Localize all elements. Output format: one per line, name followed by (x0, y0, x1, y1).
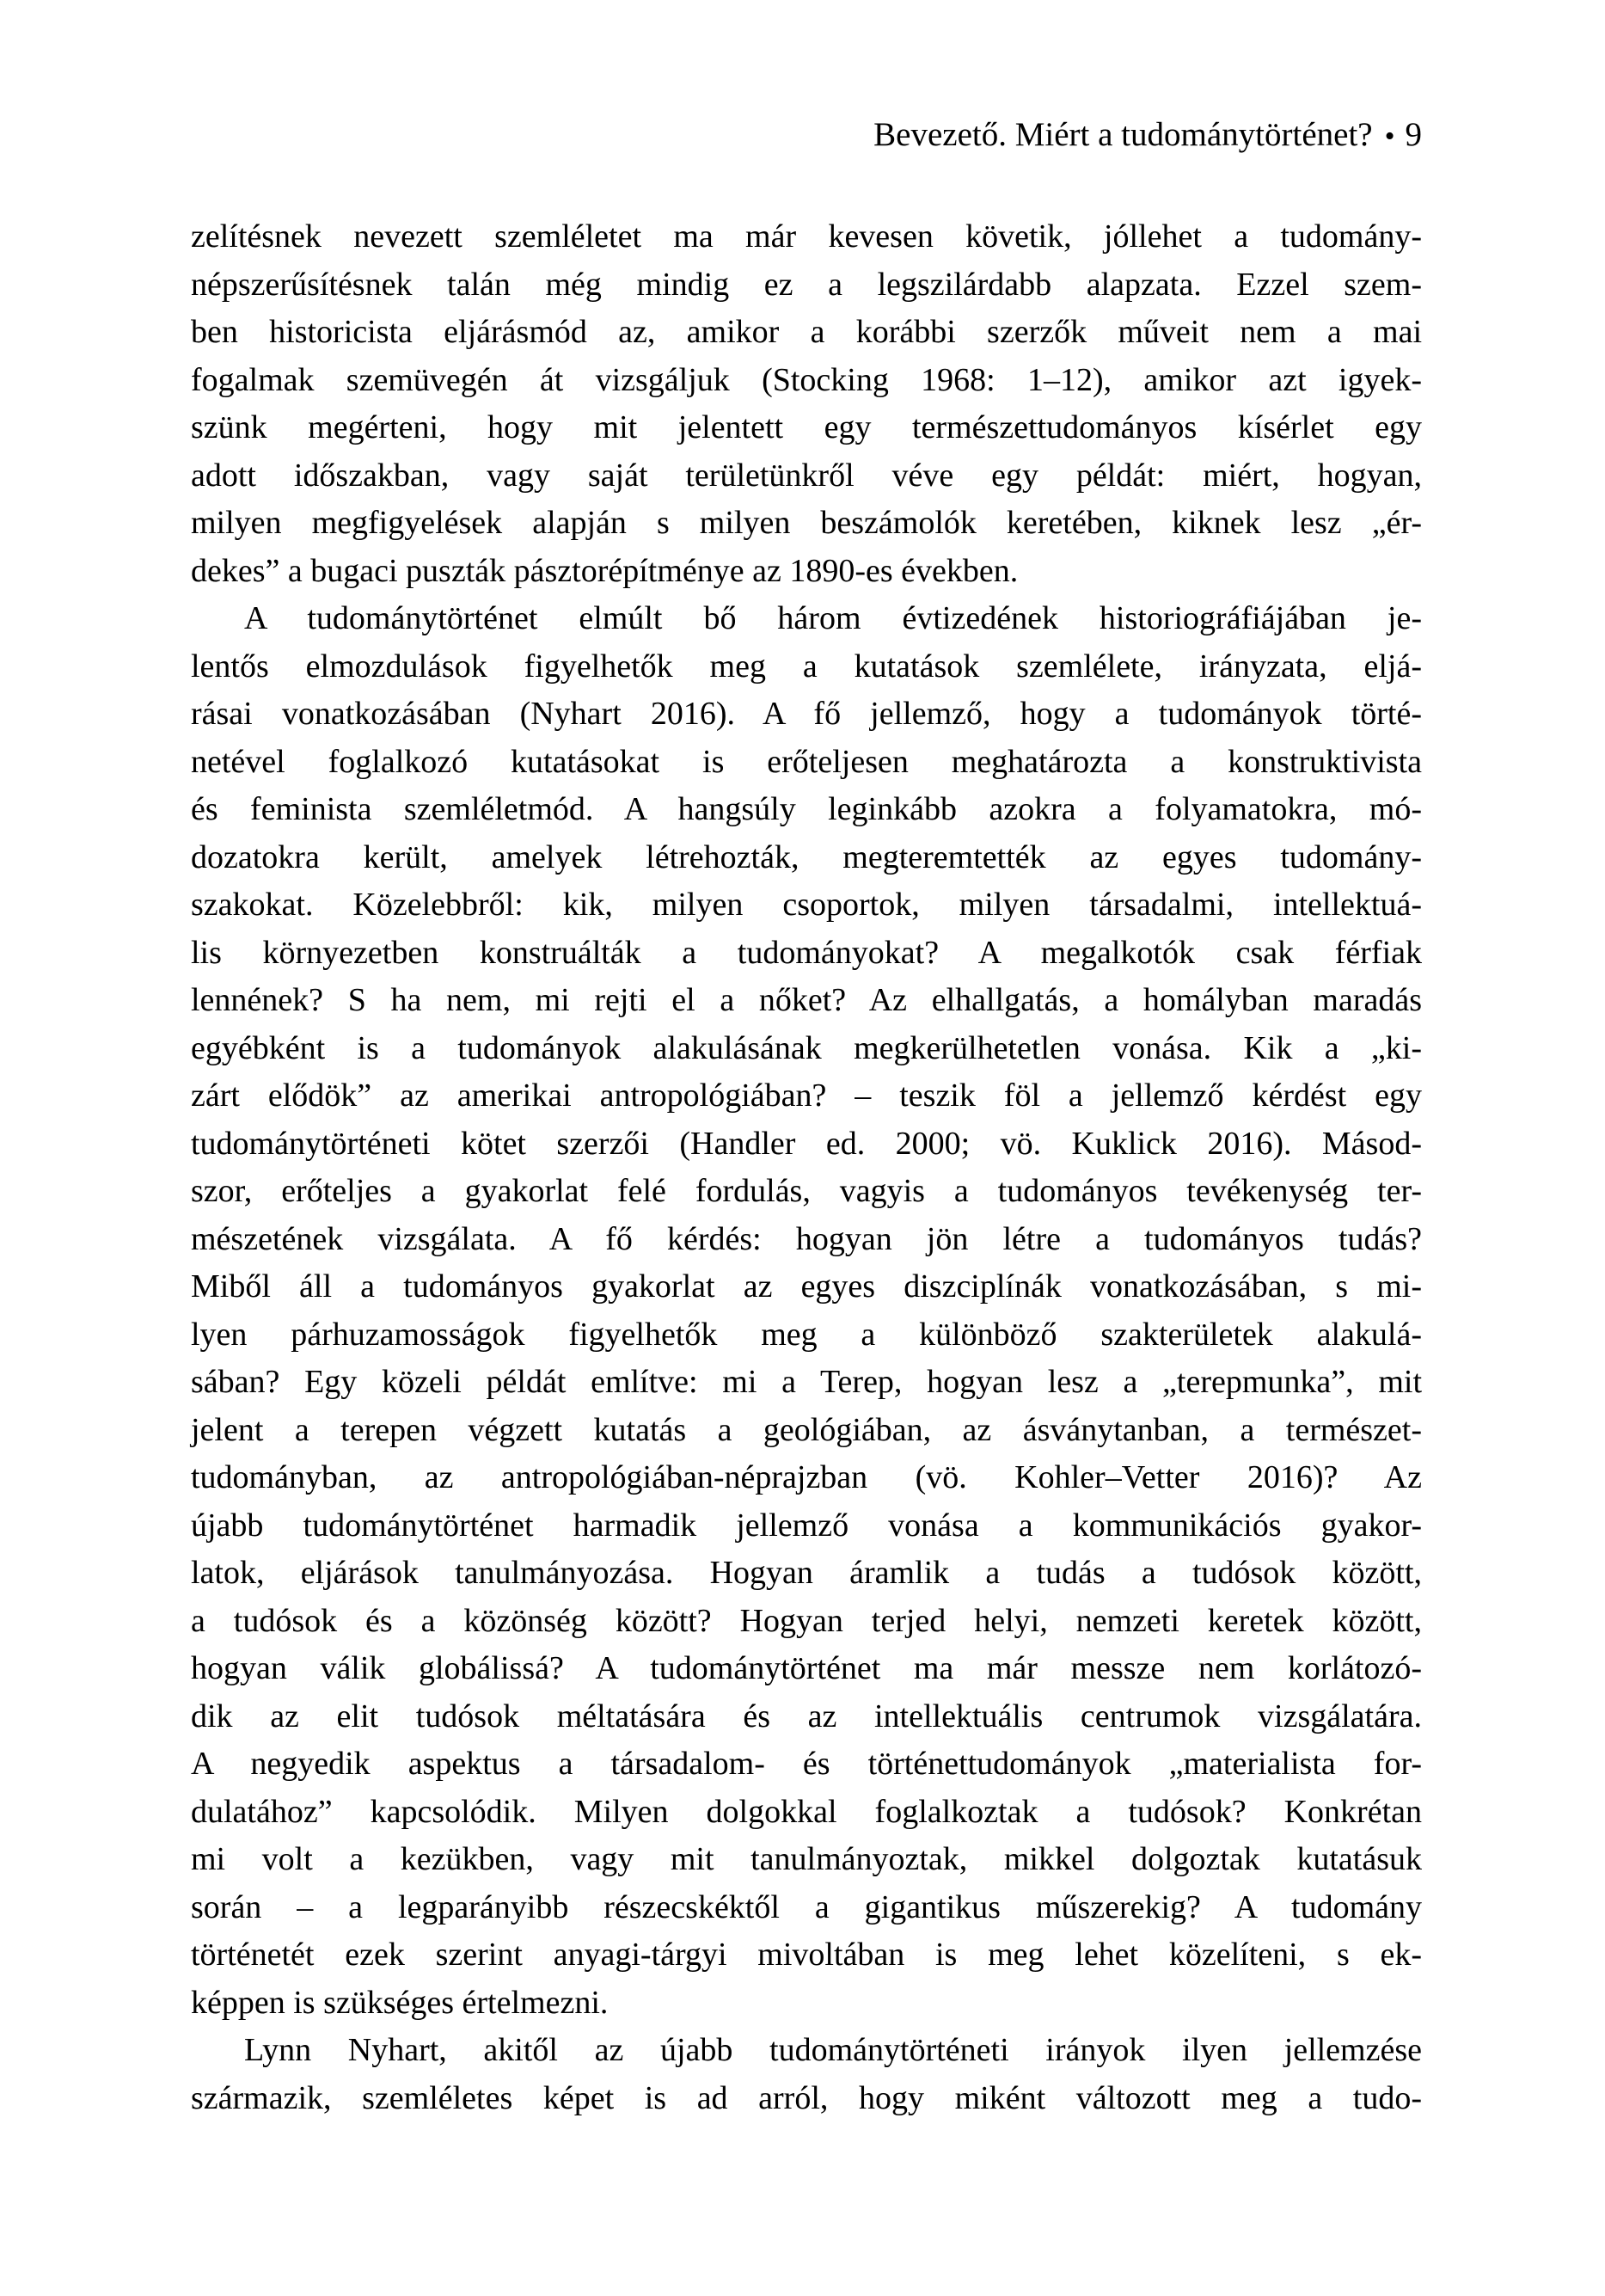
text-line: milyen megfigyelések alapján s milyen beszámolók keretében, kiknek lesz „ér- (191, 505, 1422, 541)
text-line: latok, eljárások tanulmányozása. Hogyan áramlik a tudás a tudósok között, (191, 1555, 1422, 1591)
text-line: hogyan válik globálissá? A tudománytörténet ma már messze nem korlátozó- (191, 1650, 1422, 1686)
text-line: mészetének vizsgálata. A fő kérdés: hogyan jön létre a tudományos tudás? (191, 1220, 1422, 1257)
text-line: ben historicista eljárásmód az, amikor a korábbi szerzők műveit nem a mai (191, 314, 1422, 350)
text-line: lis környezetben konstruálták a tudományokat? A megalkotók csak férfiak (191, 934, 1422, 971)
text-line: során – a legparányibb részecskéktől a gigantikus műszerekig? A tudomány (191, 1888, 1422, 1925)
text-line: szünk megérteni, hogy mit jelentett egy természettudományos kísérlet egy (191, 409, 1422, 445)
body-text (191, 213, 1422, 2122)
text-line: képpen is szükséges értelmezni. (191, 1984, 609, 2021)
text-line: dozatokra került, amelyek létrehozták, megteremtették az egyes tudomány- (191, 838, 1422, 875)
text-line: dekes” a bugaci puszták pásztorépítménye az 1890-es években. (191, 552, 1019, 589)
text-line: netével foglalkozó kutatásokat is erőteljesen meghatározta a konstruktivista (191, 743, 1422, 780)
header-separator-bullet: • (1384, 120, 1395, 152)
text-line: származik, szemléletes képet is ad arról, hogy miként változott meg a tudo- (191, 2079, 1422, 2116)
text-line: rásai vonatkozásában (Nyhart 2016). A fő jellemző, hogy a tudományok törté- (191, 696, 1422, 732)
text-line: egyébként is a tudományok alakulásának megkerülhetetlen vonása. Kik a „ki- (191, 1029, 1422, 1066)
text-line: szor, erőteljes a gyakorlat felé fordulás, vagyis a tudományos tevékenység ter- (191, 1173, 1422, 1209)
paragraph (191, 595, 1422, 2027)
text-line: dik az elit tudósok méltatására és az intellektuális centrumok vizsgálatára. (191, 1697, 1422, 1734)
text-line: zelítésnek nevezett szemléletet ma már kevesen követik, jóllehet a tudomány- (191, 218, 1422, 255)
text-line: a tudósok és a közönség között? Hogyan terjed helyi, nemzeti keretek között, (191, 1602, 1422, 1639)
text-line: fogalmak szemüvegén át vizsgáljuk (Stocking 1968: 1–12), amikor azt igyek- (191, 361, 1422, 398)
paragraph (191, 2027, 1422, 2122)
page-number: 9 (1405, 116, 1422, 153)
text-line: történetét ezek szerint anyagi-tárgyi mivoltában is meg lehet közelíteni, s ek- (191, 1937, 1422, 1973)
text-line: lyen párhuzamosságok figyelhetők meg a különböző szakterületek alakulá- (191, 1316, 1422, 1353)
text-line: újabb tudománytörténet harmadik jellemző vonása a kommunikációs gyakor- (191, 1507, 1422, 1544)
text-line: zárt elődök” az amerikai antropológiában? – teszik föl a jellemző kérdést egy (191, 1077, 1422, 1114)
text-line: Miből áll a tudományos gyakorlat az egyes diszciplínák vonatkozásában, s mi- (191, 1268, 1422, 1305)
text-line: mi volt a kezükben, vagy mit tanulmányoztak, mikkel dolgoztak kutatásuk (191, 1841, 1422, 1877)
paragraph (191, 213, 1422, 595)
text-line: lentős elmozdulások figyelhetők meg a kutatások szemlélete, irányzata, eljá- (191, 648, 1422, 685)
text-line: Lynn Nyhart, akitől az újabb tudománytörténeti irányok ilyen jellemzése (244, 2032, 1422, 2068)
text-line: A negyedik aspektus a társadalom- és történettudományok „materialista for- (191, 1746, 1422, 1782)
text-line: A tudománytörténet elmúlt bő három évtizedének historiográfiájában je- (244, 600, 1422, 636)
text-line: sában? Egy közeli példát említve: mi a Terep, hogyan lesz a „terepmunka”, mit (191, 1364, 1422, 1400)
text-line: és feminista szemléletmód. A hangsúly leginkább azokra a folyamatokra, mó- (191, 791, 1422, 827)
text-line: lennének? S ha nem, mi rejti el a nőket? Az elhallgatás, a homályban maradás (191, 982, 1422, 1018)
running-head-title: Bevezető. Miért a tudománytörténet? (873, 116, 1373, 153)
text-line: tudományban, az antropológiában-néprajzban (vö. Kohler–Vetter 2016)? Az (191, 1459, 1422, 1495)
page-header (191, 110, 1422, 162)
text-line: adott időszakban, vagy saját területünkről véve egy példát: miért, hogyan, (191, 457, 1422, 494)
text-line: népszerűsítésnek talán még mindig ez a legszilárdabb alapzata. Ezzel szem- (191, 266, 1422, 303)
text-line: dulatához” kapcsolódik. Milyen dolgokkal foglalkoztak a tudósok? Konkrétan (191, 1793, 1422, 1830)
text-line: jelent a terepen végzett kutatás a geológiában, az ásványtanban, a természet- (191, 1411, 1422, 1448)
text-line: tudománytörténeti kötet szerzői (Handler ed. 2000; vö. Kuklick 2016). Másod- (191, 1125, 1422, 1162)
text-line: szakokat. Közelebbről: kik, milyen csoportok, milyen társadalmi, intellektuá- (191, 887, 1422, 923)
